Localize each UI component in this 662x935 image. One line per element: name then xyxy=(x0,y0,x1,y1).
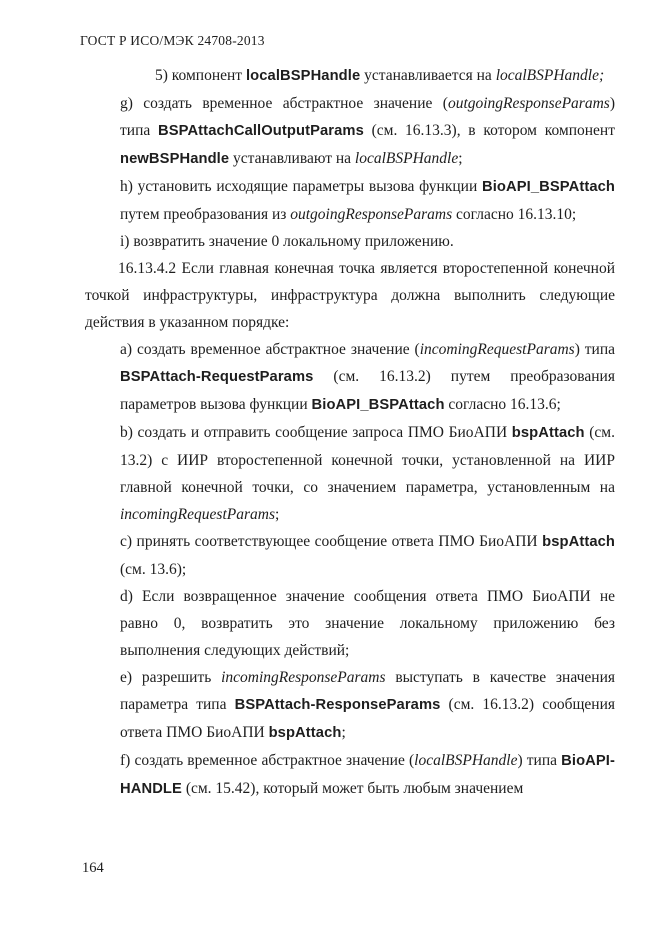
text-run: BSPAttach-RequestParams xyxy=(120,369,314,385)
text-run: ) типа xyxy=(120,95,615,139)
text-run: BioAPI_BSPAttach xyxy=(482,179,615,195)
list-item-f xyxy=(120,747,615,803)
text-run: ) типа xyxy=(517,752,562,769)
list-item-b xyxy=(120,419,615,528)
text-run: d) Если возвращенное значение сообщения ответа ПМО БиоАПИ не равно 0, возвратить это значение локальному приложению без выполнения следующих действий; xyxy=(120,588,615,659)
text-run: incomingRequestParams xyxy=(419,341,575,358)
text-run: localBSPHandle; xyxy=(495,67,605,84)
text-run: f) создать временное абстрактное значение ( xyxy=(120,752,415,769)
text-run: b) создать и отправить сообщение запроса ПМО БиоАПИ xyxy=(120,424,512,441)
document-body xyxy=(85,62,615,803)
list-item-g xyxy=(120,90,615,173)
list-item-a xyxy=(120,336,615,419)
text-run: (см. 13.6); xyxy=(120,561,187,578)
list-item-d xyxy=(120,583,615,664)
text-run: устанавливается на xyxy=(360,67,496,84)
text-run: ) типа xyxy=(574,341,616,358)
text-run: (см. 16.13.2) сообщения ответа ПМО БиоАПИ xyxy=(120,696,616,741)
text-run: g) создать временное абстрактное значение ( xyxy=(120,95,448,112)
text-run: путем преобразования из xyxy=(120,206,291,223)
text-run: a) создать временное абстрактное значение ( xyxy=(120,341,420,358)
list-item-h xyxy=(120,173,615,228)
text-run: newBSPHandle xyxy=(120,151,230,167)
text-run: 16.13.4.2 Если главная конечная точка является второстепенной конечной точкой инфраструктуры, инфраструктура должна выполнить следующие действия в указанном порядке: xyxy=(85,260,615,331)
clause-16-13-4-2 xyxy=(85,255,615,336)
text-run: согласно 16.13.10; xyxy=(452,206,577,223)
text-run: устанавливают на xyxy=(229,150,355,167)
text-run: h) установить исходящие параметры вызова функции xyxy=(120,178,482,195)
text-run: incomingResponseParams xyxy=(221,669,386,686)
text-run: согласно 16.13.6; xyxy=(444,396,561,413)
text-run: (см. 15.42), который может быть любым значением xyxy=(181,780,524,797)
text-run: ; xyxy=(458,150,463,167)
text-run: outgoingResponseParams xyxy=(290,206,453,223)
text-run: bspAttach xyxy=(511,425,585,441)
text-run: (см. 16.13.2) путем преобразования параметров вызова функции xyxy=(120,368,615,413)
text-run: localBSPHandle xyxy=(245,68,361,84)
text-run: BioAPI_BSPAttach xyxy=(311,397,445,413)
page-number: 164 xyxy=(82,860,104,876)
text-run: BSPAttachCallOutputParams xyxy=(157,123,364,139)
list-item-c xyxy=(120,528,615,583)
text-run: ; xyxy=(274,506,280,523)
list-item-5 xyxy=(155,62,615,90)
text-run: BioAPI-HANDLE xyxy=(120,753,616,797)
running-header: ГОСТ Р ИСО/МЭК 24708-2013 xyxy=(80,33,265,48)
text-run: выступать в качестве значения параметра типа xyxy=(120,669,615,713)
text-run: BSPAttach-ResponseParams xyxy=(234,697,441,713)
text-run: ; xyxy=(341,724,346,741)
text-run: incomingRequestParams xyxy=(120,506,275,523)
text-run: localBSPHandle xyxy=(414,752,518,769)
list-item-i xyxy=(120,228,615,255)
text-run: e) разрешить xyxy=(120,669,222,686)
text-run: (см. 13.2) с ИИР второстепенной конечной точки, установленной на ИИР главной конечной точки, со значением параметра, установленным на xyxy=(120,424,615,496)
list-item-e xyxy=(120,664,615,747)
text-run: bspAttach xyxy=(268,725,342,741)
text-run: outgoingResponseParams xyxy=(447,95,610,112)
text-run: 5) компонент xyxy=(155,67,246,84)
text-run: (см. 16.13.3), в котором компонент xyxy=(363,122,616,139)
text-run: i) возвратить значение 0 локальному приложению. xyxy=(120,233,454,250)
text-run: localBSPHandle xyxy=(354,150,459,167)
text-run: bspAttach xyxy=(542,534,615,550)
text-run: c) принять соответствующее сообщение ответа ПМО БиоАПИ xyxy=(120,533,543,550)
